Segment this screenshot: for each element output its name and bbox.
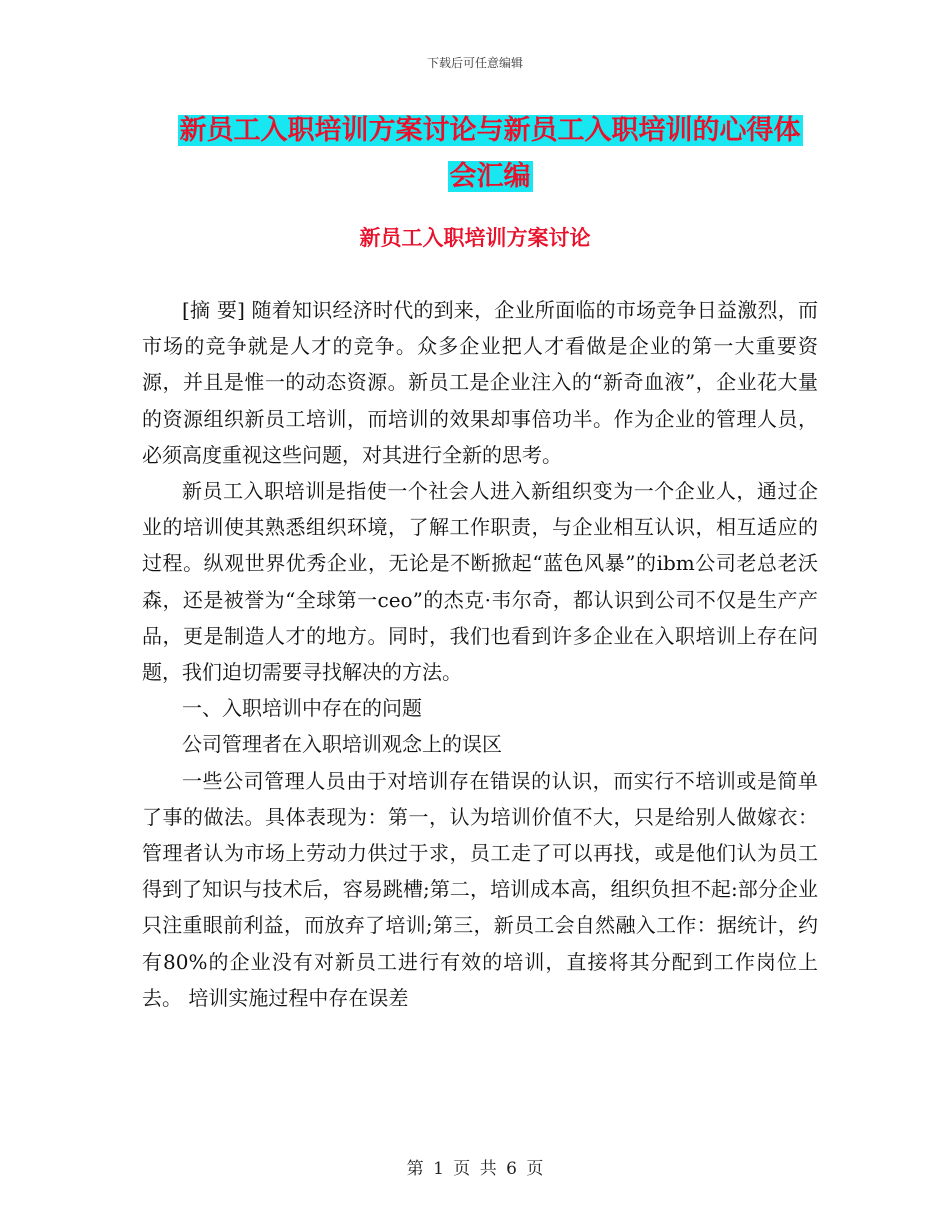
paragraph-abstract: [摘 要] 随着知识经济时代的到来，企业所面临的市场竞争日益激烈，而市场的竞争就是人才的竞争。众多企业把人才看做是企业的第一大重要资源，并且是惟一的动态资源。新员工是企业注入的“新奇血液”，企业花大量的资源组织新员工培训，而培训的效果却事倍功半。作为企业的管理人员，必须高度重视这些问题，对其进行全新的思考。: [142, 298, 818, 467]
document-title: [140, 108, 840, 200]
paragraph-misconceptions: 一些公司管理人员由于对培训存在错误的认识，而实行不培训或是简单了事的做法。具体表现为：第一，认为培训价值不大，只是给别人做嫁衣：管理者认为市场上劳动力供过于求，员工走了可以再找，或是他们认为员工得到了知识与技术后，容易跳槽;第二，培训成本高，组织负担不起:部分企业只注重眼前利益，而放弃了培训;第三，新员工会自然融入工作：据统计，约有80%的企业没有对新员工进行有效的培训，直接将其分配到工作岗位上去。 培训实施过程中存在误差: [142, 768, 818, 1010]
paragraph-intro: 新员工入职培训是指使一个社会人进入新组织变为一个企业人，通过企业的培训使其熟悉组织环境，了解工作职责，与企业相互认识，相互适应的过程。纵观世界优秀企业，无论是不断掀起“蓝色风暴”的ibm公司老总老沃森，还是被誉为“全球第一ceo”的杰克·韦尔奇，都认识到公司不仅是生产产品，更是制造人才的地方。同时，我们也看到许多企业在入职培训上存在问题，我们迫切需要寻找解决的方法。: [142, 479, 818, 685]
subheading-misconceptions: 公司管理者在入职培训观念上的误区: [182, 732, 502, 757]
document-title-line-2: 会汇编: [449, 161, 531, 192]
section-title: 新员工入职培训方案讨论: [359, 226, 591, 250]
page-number: 第 1 页 共 6 页: [406, 1159, 544, 1179]
document-body: [142, 292, 818, 1016]
heading-problems: 一、入职培训中存在的问题: [182, 696, 422, 721]
page-header-note: 下载后可任意编辑: [426, 56, 523, 70]
document-title-line-1: 新员工入职培训方案讨论与新员工入职培训的心得体: [179, 115, 801, 146]
